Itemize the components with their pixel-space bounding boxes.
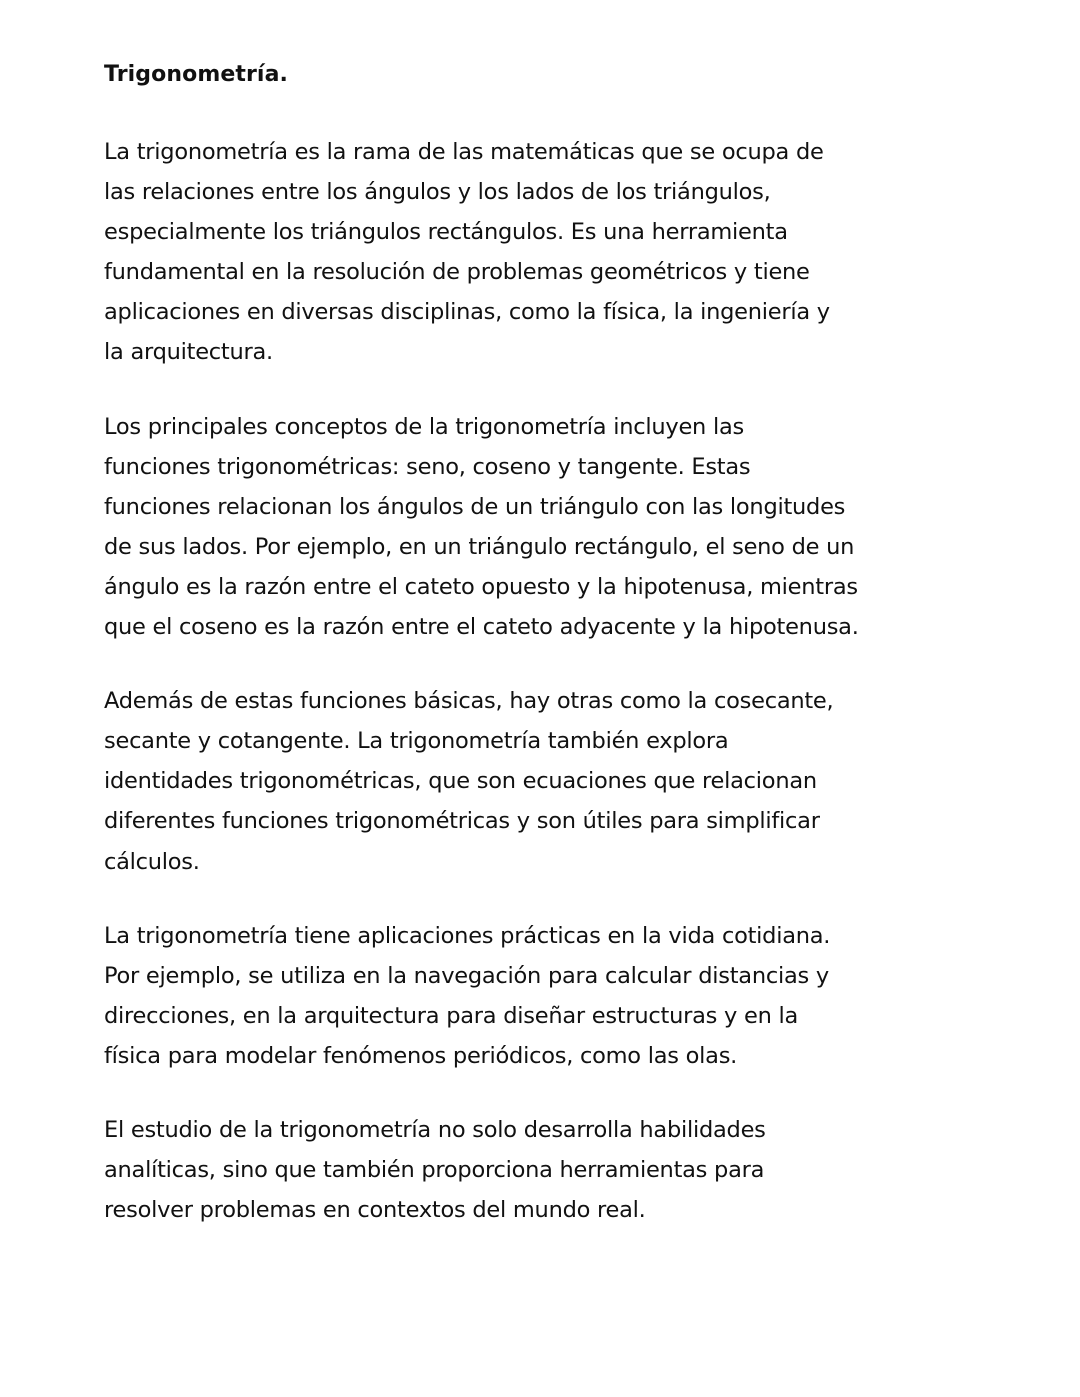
paragraph-line: física para modelar fenómenos periódicos, como las olas. <box>104 1042 738 1069</box>
paragraph-line: cálculos. <box>104 848 200 875</box>
paragraph-line: diferentes funciones trigonométricas y son útiles para simplificar <box>104 808 820 835</box>
paragraph-line: fundamental en la resolución de problemas geométricos y tiene <box>104 259 810 286</box>
paragraph-line: El estudio de la trigonometría no solo desarrolla habilidades <box>104 1116 766 1143</box>
paragraph-line: Los principales conceptos de la trigonometría incluyen las <box>104 413 744 440</box>
paragraph-line: funciones relacionan los ángulos de un triángulo con las longitudes <box>104 493 846 520</box>
paragraph-line: La trigonometría es la rama de las matemáticas que se ocupa de <box>104 139 824 165</box>
paragraph-line: aplicaciones en diversas disciplinas, como la física, la ingeniería y <box>104 299 830 326</box>
paragraph-line: ángulo es la razón entre el cateto opuesto y la hipotenusa, mientras <box>104 573 858 600</box>
paragraph-identities <box>104 681 924 881</box>
paragraph-line: de sus lados. Por ejemplo, en un triángulo rectángulo, el seno de un <box>104 533 855 560</box>
document-title: Trigonometría. <box>104 62 288 87</box>
paragraph-line: las relaciones entre los ángulos y los lados de los triángulos, <box>104 179 771 206</box>
paragraph-line: resolver problemas en contextos del mundo real. <box>104 1197 646 1224</box>
paragraph-conclusion <box>104 1110 924 1230</box>
paragraph-line: direcciones, en la arquitectura para diseñar estructuras y en la <box>104 1002 799 1029</box>
paragraph-line: analíticas, sino que también proporciona herramientas para <box>104 1157 765 1184</box>
paragraph-line: funciones trigonométricas: seno, coseno y tangente. Estas <box>104 453 751 480</box>
paragraph-line: identidades trigonométricas, que son ecuaciones que relacionan <box>104 768 817 795</box>
paragraph-line: secante y cotangente. La trigonometría también explora <box>104 728 729 755</box>
paragraph-definition <box>104 132 924 373</box>
paragraph-line: la arquitectura. <box>104 339 273 366</box>
paragraph-functions <box>104 407 924 648</box>
paragraph-line: La trigonometría tiene aplicaciones prácticas en la vida cotidiana. <box>104 922 831 949</box>
paragraph-line: Por ejemplo, se utiliza en la navegación para calcular distancias y <box>104 962 829 989</box>
paragraph-line: Además de estas funciones básicas, hay otras como la cosecante, <box>104 688 834 715</box>
paragraph-line: especialmente los triángulos rectángulos. Es una herramienta <box>104 219 788 246</box>
paragraph-applications <box>104 916 924 1076</box>
paragraph-line: que el coseno es la razón entre el cateto adyacente y la hipotenusa. <box>104 614 859 641</box>
document-page <box>104 52 924 1230</box>
